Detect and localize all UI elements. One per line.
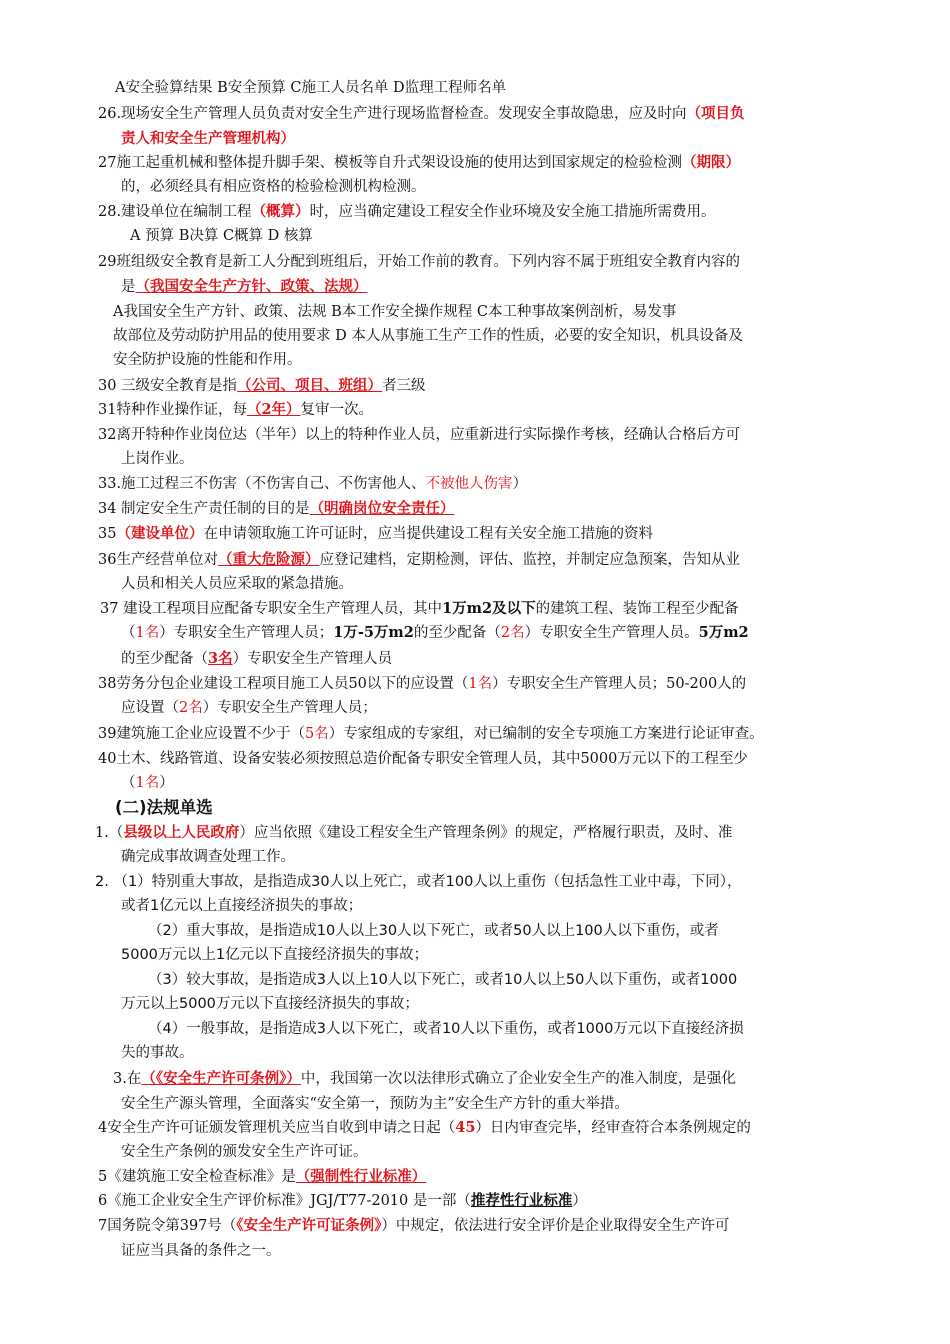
text-segment: ）专家组成的专家组，对已编制的安全专项施工方案进行论证审查。 [328,726,764,742]
text-line [98,103,745,125]
answer-highlight: （公司、项目、班组） [237,377,383,394]
answer-highlight: 1名 [135,775,160,791]
answer-highlight: 1名 [135,625,160,641]
text-line [95,822,732,844]
text-segment: 31特种作业操作证，每 [98,402,247,418]
answer-highlight: 责人和安全生产管理机构） [121,130,295,147]
text-segment: 1万-5万m2 [333,624,414,641]
text-segment: 5《建筑施工安全检查标准》是 [98,1169,296,1185]
text-segment: ）专职安全生产管理人员。 [524,625,699,641]
text-segment: 万元以上5000万元以下直接经济损失的事故； [121,996,419,1012]
text-segment: 34 制定安全生产责任制的目的是 [98,501,310,517]
text-line [121,846,295,868]
text-line [121,276,368,298]
text-segment: 的，必须经具有相应资格的检验检测机构检测。 [121,179,426,195]
text-segment: ）应当依照《建设工程安全生产管理条例》的规定，严格履行职责，及时、准 [239,825,733,841]
text-line [130,225,313,247]
answer-highlight: （《安全生产许可条例》） [141,1070,301,1087]
text-line [98,473,527,495]
text-line [121,573,353,595]
text-line [98,549,740,571]
text-line [121,1093,629,1115]
text-segment: （2）重大事故，是指造成10人以上30人以下死亡，或者50人以上100人以下重伤，或者 [148,923,719,939]
text-line [121,993,419,1015]
text-line [121,944,428,966]
text-segment: 安全防护设施的性能和作用。 [113,352,302,368]
text-segment: 是 [121,279,136,295]
answer-highlight: 45 [455,1119,476,1136]
answer-highlight: （重大危险源） [217,551,320,568]
text-line [121,648,392,670]
text-segment: 1.（ [95,825,124,841]
text-segment: 的至少配备（ [121,651,208,667]
text-segment: 36生产经营单位对 [98,552,218,568]
text-line [98,1117,751,1139]
text-segment: 上岗作业。 [121,451,194,467]
text-segment: 应登记建档，定期检测，评估、监控，并制定应急预案，告知从业 [319,552,740,568]
text-segment: 推荐性行业标准 [470,1192,573,1209]
text-line [121,176,426,198]
text-line [98,152,740,174]
text-line [121,448,194,470]
text-segment: ） [159,775,174,791]
text-segment: ）专职安全生产管理人员；50-200人的 [492,676,747,692]
text-segment: 确完成事故调查处理工作。 [121,849,295,865]
text-segment: 5万m2 [698,624,749,641]
text-line [98,1190,587,1212]
text-line [121,1240,281,1262]
text-segment: ）日内审查完毕，经审查符合本条例规定的 [475,1120,751,1136]
answer-highlight: （明确岗位安全责任） [309,500,455,517]
text-line [148,969,737,991]
text-segment: 应设置（ [121,700,179,716]
text-segment: 时，应当确定建设工程安全作业环境及安全施工措施所需费用。 [309,204,716,220]
text-line [148,920,719,942]
text-segment: ）专职安全生产管理人员； [159,625,334,641]
text-line [148,1018,744,1040]
text-line [98,673,746,695]
text-segment: （4）一般事故，是指造成3人以下死亡，或者10人以下重伤，或者1000万元以下直接经济损 [148,1021,744,1037]
text-line [121,697,377,719]
text-segment: 中，我国第一次以法律形式确立了企业安全生产的准入制度，是强化 [300,1071,736,1087]
text-line [98,523,653,545]
text-segment: ）专职安全生产管理人员 [232,651,393,667]
answer-highlight: 3名 [208,650,233,667]
text-segment: 的至少配备（ [413,625,501,641]
text-line [98,251,740,273]
text-segment: 40土木、线路管道、设备安装必须按照总造价配备专职安全管理人员，其中5000万元以下的工程至少 [98,751,748,767]
text-segment: A 预算 B决算 C概算 D 核算 [130,228,313,244]
text-line [98,1215,729,1237]
text-segment: 2. （1）特别重大事故，是指造成30人以上死亡，或者100人以上重伤（包括急性工业中毒，下同）， [95,874,742,890]
text-segment: ）中规定，依法进行安全评价是企业取得安全生产许可 [381,1218,730,1234]
text-segment: 或者1亿元以上直接经济损失的事故； [121,898,363,914]
answer-highlight: 不被他人伤害 [425,476,513,492]
text-line [98,399,373,421]
text-segment: 38劳务分包企业建设工程项目施工人员50以下的应设置（ [98,676,469,692]
text-segment: 安全生产源头管理，全面落实“安全第一，预防为主”安全生产方针的重大举措。 [121,1096,629,1112]
text-line [98,498,455,520]
text-line [121,622,749,644]
text-line [121,1042,194,1064]
text-line [98,748,748,770]
text-segment: 39建筑施工企业应设置不少于（ [98,726,305,742]
text-line [113,1068,736,1090]
text-line [98,201,716,223]
text-segment: 27施工起重机械和整体提升脚手架、模板等自升式架设设施的使用达到国家规定的检验检测 [98,155,682,171]
answer-highlight: （期限） [681,154,740,171]
answer-highlight: （2年） [246,401,301,418]
text-segment: 6《施工企业安全生产评价标准》JGJ/T77-2010 是一部（ [98,1193,471,1209]
text-segment: 33.施工过程三不伤害（不伤害自己、不伤害他人、 [98,476,426,492]
text-line [113,301,676,323]
text-segment: 安全生产条例的颁发安全生产许可证。 [121,1144,368,1160]
text-segment: （ [121,625,136,641]
text-segment: 5000万元以上1亿元以下直接经济损失的事故； [121,947,429,963]
text-line [121,1141,368,1163]
text-segment: ）专职安全生产管理人员； [202,700,377,716]
answer-highlight: （概算） [251,203,310,220]
text-segment: 1万m2及以下 [442,600,536,617]
answer-highlight: （我国安全生产方针、政策、法规） [135,278,368,295]
answer-highlight: 5名 [304,726,329,742]
text-segment: （ [121,775,136,791]
answer-highlight: 2名 [179,700,203,716]
text-segment: 4安全生产许可证颁发管理机关应当自收到申请之日起（ [98,1120,456,1136]
text-segment: 者三级 [382,378,426,394]
text-segment: 复审一次。 [300,402,374,418]
text-segment: 的建筑工程、装饰工程至少配备 [535,601,739,617]
text-segment: 35 [98,526,117,542]
text-segment: 3.在 [113,1071,142,1087]
text-segment: (二)法规单选 [115,798,213,817]
text-line [121,895,362,917]
text-segment: 失的事故。 [121,1045,194,1061]
text-segment: 人员和相关人员应采取的紧急措施。 [121,576,353,592]
answer-highlight: 县级以上人民政府 [123,824,240,841]
text-line [100,598,739,620]
text-line [98,1166,426,1188]
text-segment: 26.现场安全生产管理人员负责对安全生产进行现场监督检查。发现安全事故隐患，应及时向 [98,106,687,122]
text-segment: A我国安全生产方针、政策、法规 B本工作安全操作规程 C本工种事故案例剖析，易发事 [113,304,677,320]
text-line [98,424,740,446]
text-line [113,325,743,347]
text-line [95,871,742,893]
text-line [121,128,295,150]
text-segment: ） [572,1193,587,1209]
text-line [115,797,213,819]
answer-highlight: （建设单位） [116,525,204,542]
text-segment: 故部位及劳动防护用品的使用要求 D 本人从事施工生产工作的性质，必要的安全知识，机具设备及 [113,328,743,344]
text-line [115,77,506,99]
answer-highlight: 2名 [500,625,525,641]
answer-highlight: 1名 [468,676,493,692]
answer-highlight: （强制性行业标准） [295,1168,427,1185]
text-segment: 证应当具备的条件之一。 [121,1243,281,1259]
text-segment: 在申请领取施工许可证时，应当提供建设工程有关安全施工措施的资料 [203,526,653,542]
text-line [98,375,426,397]
text-line [113,349,302,371]
text-segment: ） [512,476,528,492]
text-segment: 28.建设单位在编制工程 [98,204,252,220]
text-line [121,772,174,794]
text-segment: 7国务院令第397号（ [98,1218,237,1234]
text-segment: 37 建设工程项目应配备专职安全生产管理人员，其中 [100,601,443,617]
answer-highlight: （项目负 [686,105,745,122]
text-line [98,723,764,745]
text-segment: 32离开特种作业岗位达（半年）以上的特种作业人员，应重新进行实际操作考核，经确认合格后方可 [98,427,740,443]
text-segment: （3）较大事故，是指造成3人以上10人以下死亡，或者10人以上50人以下重伤，或者1000 [148,972,738,988]
text-segment: A安全验算结果 B安全预算 C施工人员名单 D监理工程师名单 [115,80,507,96]
text-segment: 29班组级安全教育是新工人分配到班组后，开始工作前的教育。下列内容不属于班组安全教育内容的 [98,254,740,270]
answer-highlight: 《安全生产许可证条例》 [236,1217,382,1234]
text-segment: 30 三级安全教育是指 [98,378,238,394]
